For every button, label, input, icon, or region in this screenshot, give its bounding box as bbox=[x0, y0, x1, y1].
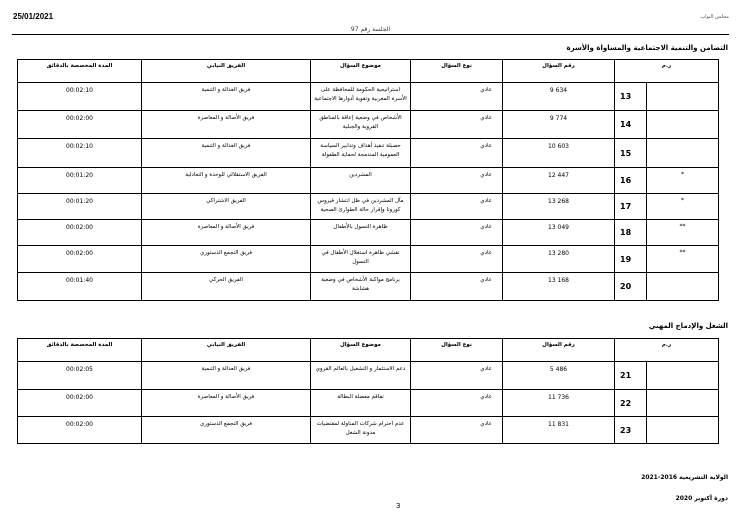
row-question-number: 12 447 bbox=[503, 168, 615, 194]
header-subject: موضوع السؤال bbox=[311, 60, 411, 83]
row-rank: 17 bbox=[615, 194, 647, 220]
header-duration: المدة المخصصة بالدقائق bbox=[18, 60, 142, 83]
table-row bbox=[18, 246, 719, 273]
row-question-type: عادي bbox=[411, 83, 503, 111]
row-subject: مآل المشردين في ظل انتشار فيروس كورونا وإقرار حالة الطوارئ الصحية bbox=[311, 194, 411, 220]
row-question-type: عادي bbox=[411, 273, 503, 301]
report-date: 25/01/2021 bbox=[13, 12, 54, 21]
row-duration: 00:02:00 bbox=[18, 417, 142, 444]
row-group: فريق التجمع الدستوري bbox=[142, 417, 311, 444]
header-duration: المدة المخصصة بالدقائق bbox=[18, 339, 142, 362]
row-rank: 14 bbox=[615, 111, 647, 139]
row-duration: 00:02:00 bbox=[18, 111, 142, 139]
row-rank: 16 bbox=[615, 168, 647, 194]
table-row bbox=[18, 194, 719, 220]
row-group: الفريق الحركي bbox=[142, 273, 311, 301]
row-group: فريق العدالة و التنمية bbox=[142, 139, 311, 168]
row-duration: 00:02:00 bbox=[18, 390, 142, 417]
row-question-type: عادي bbox=[411, 139, 503, 168]
row-group: الفريق الاستقلالي للوحدة و التعادلية bbox=[142, 168, 311, 194]
header-question-type: نوع السؤال bbox=[411, 60, 503, 83]
row-duration: 00:02:10 bbox=[18, 83, 142, 111]
row-question-number: 13 280 bbox=[503, 246, 615, 273]
table-row bbox=[18, 168, 719, 194]
header-rank: ر.م bbox=[615, 339, 719, 362]
row-question-type: عادي bbox=[411, 390, 503, 417]
row-rank: 13 bbox=[615, 83, 647, 111]
row-star-marker: * bbox=[647, 194, 719, 220]
row-duration: 00:02:00 bbox=[18, 246, 142, 273]
row-duration: 00:02:10 bbox=[18, 139, 142, 168]
row-rank: 15 bbox=[615, 139, 647, 168]
row-question-type: عادي bbox=[411, 168, 503, 194]
row-question-number: 9 774 bbox=[503, 111, 615, 139]
row-question-number: 5 486 bbox=[503, 362, 615, 390]
session-title: الجلسة رقم 97 bbox=[350, 26, 391, 33]
institution-name: مجلس النواب bbox=[700, 14, 729, 20]
row-subject: ظاهرة التسول بالأطفال bbox=[311, 220, 411, 246]
row-subject: تفاقم معضلة البطالة bbox=[311, 390, 411, 417]
row-duration: 00:01:20 bbox=[18, 194, 142, 220]
footer-legislature: الولاية التشريعية 2016-2021 bbox=[641, 474, 728, 481]
row-subject: تفشي ظاهرة استغلال الأطفال في التسول bbox=[311, 246, 411, 273]
header-divider bbox=[12, 34, 729, 35]
row-group: فريق الأصالة و المعاصرة bbox=[142, 111, 311, 139]
header-question-number: رقم السؤال bbox=[503, 339, 615, 362]
row-star-marker bbox=[647, 83, 719, 111]
section-title-social: التضامن والتنمية الاجتماعية والمساواة والأسرة bbox=[566, 44, 728, 52]
row-star-marker bbox=[647, 390, 719, 417]
row-rank: 18 bbox=[615, 220, 647, 246]
row-subject: دعم الاستثمار و التشغيل بالعالم القروي bbox=[311, 362, 411, 390]
row-star-marker bbox=[647, 362, 719, 390]
row-subject: عدم احترام شركات المناولة لمقتضيات مدونة الشغل bbox=[311, 417, 411, 444]
row-subject: برنامج مواكبة الأشخاص في وضعية هشاشة bbox=[311, 273, 411, 301]
table-row bbox=[18, 111, 719, 139]
row-duration: 00:02:05 bbox=[18, 362, 142, 390]
row-question-number: 13 049 bbox=[503, 220, 615, 246]
row-star-marker: ** bbox=[647, 220, 719, 246]
row-question-number: 13 268 bbox=[503, 194, 615, 220]
row-rank: 20 bbox=[615, 273, 647, 301]
header-rank: ر.م bbox=[615, 60, 719, 83]
row-question-type: عادي bbox=[411, 111, 503, 139]
row-rank: 19 bbox=[615, 246, 647, 273]
row-question-number: 13 168 bbox=[503, 273, 615, 301]
row-duration: 00:02:00 bbox=[18, 220, 142, 246]
header-subject: موضوع السؤال bbox=[311, 339, 411, 362]
row-group: فريق الأصالة و المعاصرة bbox=[142, 220, 311, 246]
row-subject: الأشخاص في وضعية إعاقة بالمناطق القروية والجبلية bbox=[311, 111, 411, 139]
header-group: الفريق النيابي bbox=[142, 339, 311, 362]
page-number: 3 bbox=[396, 502, 401, 510]
row-group: فريق التجمع الدستوري bbox=[142, 246, 311, 273]
row-question-number: 11 736 bbox=[503, 390, 615, 417]
row-question-type: عادي bbox=[411, 246, 503, 273]
table-row bbox=[18, 362, 719, 390]
row-group: فريق العدالة و التنمية bbox=[142, 362, 311, 390]
table-header-row bbox=[18, 60, 719, 83]
row-group: فريق الأصالة و المعاصرة bbox=[142, 390, 311, 417]
row-question-number: 9 634 bbox=[503, 83, 615, 111]
table-row bbox=[18, 417, 719, 444]
footer-session: دورة أكتوبر 2020 bbox=[675, 495, 728, 502]
row-subject: حصيلة تنفيذ أهداف وتدابير السياسة العمومية المندمجة لحماية الطفولة bbox=[311, 139, 411, 168]
table-header-row bbox=[18, 339, 719, 362]
questions-table-social bbox=[17, 59, 719, 301]
row-subject: المشردين bbox=[311, 168, 411, 194]
row-rank: 23 bbox=[615, 417, 647, 444]
header-question-number: رقم السؤال bbox=[503, 60, 615, 83]
table-row bbox=[18, 273, 719, 301]
row-group: فريق العدالة و التنمية bbox=[142, 83, 311, 111]
table-row bbox=[18, 83, 719, 111]
row-rank: 21 bbox=[615, 362, 647, 390]
row-question-type: عادي bbox=[411, 417, 503, 444]
header-question-type: نوع السؤال bbox=[411, 339, 503, 362]
row-question-type: عادي bbox=[411, 362, 503, 390]
row-star-marker bbox=[647, 273, 719, 301]
table-row bbox=[18, 390, 719, 417]
row-subject: استراتيجية الحكومة للمحافظة على الأسرة المغربية وتقوية أدوارها الاجتماعية bbox=[311, 83, 411, 111]
questions-table-employment bbox=[17, 338, 719, 444]
row-star-marker: * bbox=[647, 168, 719, 194]
row-duration: 00:01:20 bbox=[18, 168, 142, 194]
section-title-employment: الشغل والإدماج المهني bbox=[648, 322, 728, 330]
row-duration: 00:01:40 bbox=[18, 273, 142, 301]
row-question-type: عادي bbox=[411, 220, 503, 246]
row-group: الفريق الاشتراكي bbox=[142, 194, 311, 220]
row-star-marker: ** bbox=[647, 246, 719, 273]
row-star-marker bbox=[647, 139, 719, 168]
row-star-marker bbox=[647, 417, 719, 444]
row-star-marker bbox=[647, 111, 719, 139]
table-row bbox=[18, 220, 719, 246]
table-row bbox=[18, 139, 719, 168]
row-question-number: 11 831 bbox=[503, 417, 615, 444]
header-group: الفريق النيابي bbox=[142, 60, 311, 83]
row-question-type: عادي bbox=[411, 194, 503, 220]
row-question-number: 10 603 bbox=[503, 139, 615, 168]
row-rank: 22 bbox=[615, 390, 647, 417]
